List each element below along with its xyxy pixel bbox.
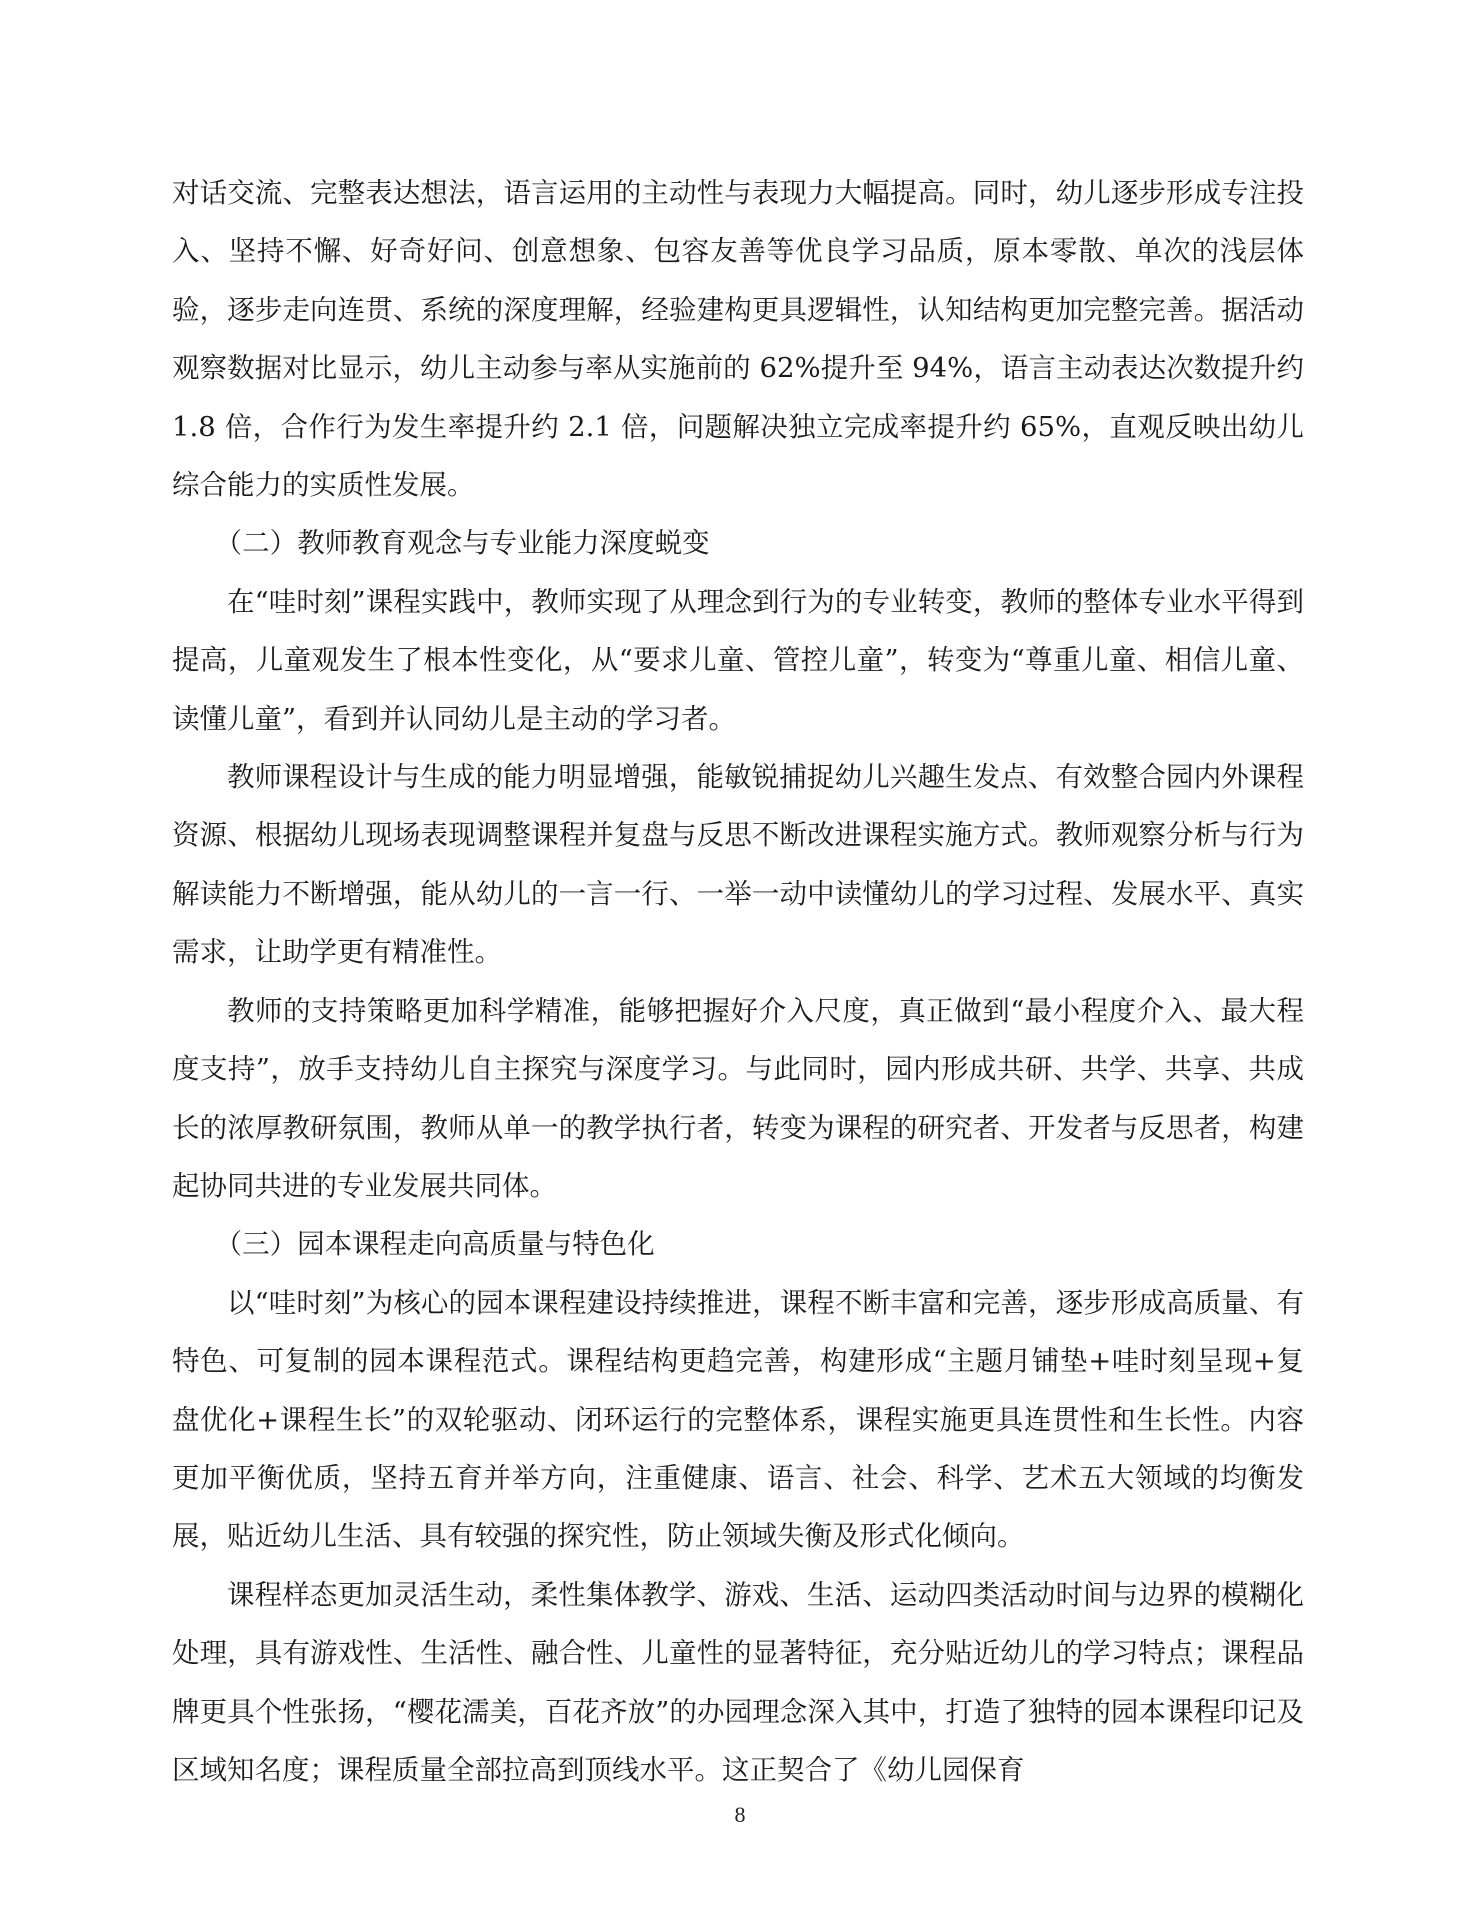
paragraph-teacher-design-ability: 教师课程设计与生成的能力明显增强，能敏锐捕捉幼儿兴趣生发点、有效整合园内外课程资源、根据幼儿现场表现调整课程并复盘与反思不断改进课程实施方式。教师观察分析与行为解读能力不断增强，能从幼儿的一言一行、一举一动中读懂幼儿的学习过程、发展水平、真实需求，让助学更有精准性。 bbox=[172, 761, 1304, 969]
paragraph-teacher-support-strategy: 教师的支持策略更加科学精准，能够把握好介入尺度，真正做到“最小程度介入、最大程度支持”，放手支持幼儿自主探究与深度学习。与此同时，园内形成共研、共学、共享、共成长的浓厚教研氛围，教师从单一的教学执行者，转变为课程的研究者、开发者与反思者，构建起协同共进的专业发展共同体。 bbox=[172, 994, 1304, 1202]
paragraph-curriculum-structure: 以“哇时刻”为核心的园本课程建设持续推进，课程不断丰富和完善，逐步形成高质量、有特色、可复制的园本课程范式。课程结构更趋完善，构建形成“主题月铺垫+哇时刻呈现+复盘优化+课程生长”的双轮驱动、闭环运行的完整体系，课程实施更具连贯性和生长性。内容更加平衡优质，坚持五育并举方向，注重健康、语言、社会、科学、艺术五大领域的均衡发展，贴近幼儿生活、具有较强的探究性，防止领域失衡及形式化倾向。 bbox=[172, 1286, 1304, 1553]
page-number: 8 bbox=[734, 1802, 746, 1827]
paragraph-curriculum-form: 课程样态更加灵活生动，柔性集体教学、游戏、生活、运动四类活动时间与边界的模糊化处理，具有游戏性、生活性、融合性、儿童性的显著特征，充分贴近幼儿的学习特点；课程品牌更具个性张扬，“樱花濡美，百花齐放”的办园理念深入其中，打造了独特的园本课程印记及区域知名度；课程质量全部拉高到顶线水平。这正契合了《幼儿园保育 bbox=[172, 1578, 1304, 1786]
paragraph-child-outcomes: 对话交流、完整表达想法，语言运用的主动性与表现力大幅提高。同时，幼儿逐步形成专注投入、坚持不懈、好奇好问、创意想象、包容友善等优良学习品质，原本零散、单次的浅层体验，逐步走向连贯、系统的深度理解，经验建构更具逻辑性，认知结构更加完整完善。据活动观察数据对比显示，幼儿主动参与率从实施前的 62%提升至 94%，语言主动表达次数提升约 1.8 倍，合作行为发生率提升约 2.1 倍，问题解决独立完成率提升约 65%，直观反映出幼儿综合能力的实质性发展。 bbox=[172, 177, 1304, 502]
section-heading-curriculum-quality: （三）园本课程走向高质量与特色化 bbox=[214, 1228, 655, 1261]
paragraph-teacher-mindset: 在“哇时刻”课程实践中，教师实现了从理念到行为的专业转变，教师的整体专业水平得到提高，儿童观发生了根本性变化，从“要求儿童、管控儿童”，转变为“尊重儿童、相信儿童、读懂儿童”，看到并认同幼儿是主动的学习者。 bbox=[172, 585, 1304, 735]
document-page bbox=[172, 164, 1304, 1799]
section-heading-teacher-development: （二）教师教育观念与专业能力深度蜕变 bbox=[214, 527, 710, 560]
